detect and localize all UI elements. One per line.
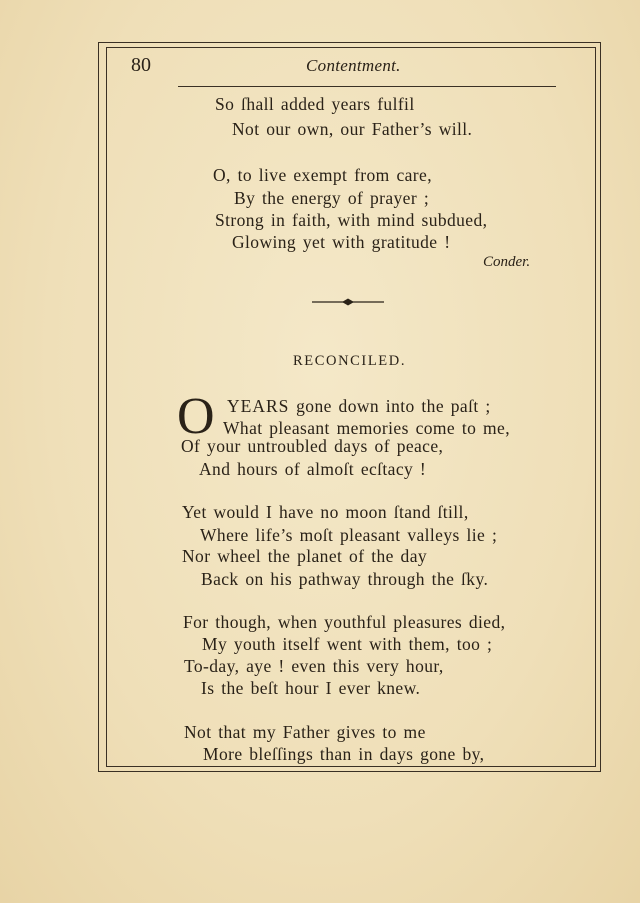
poem-line: Is the beſt hour I ever knew. [201, 678, 421, 698]
poem-line: Yet would I have no moon ſtand ſtill, [182, 502, 469, 522]
drop-cap: O [177, 388, 215, 445]
header-rule [178, 86, 556, 87]
first-word: YEARS [227, 396, 290, 416]
poem-line: Of your untroubled days of peace, [181, 436, 444, 456]
first-line-rest: gone down into the paſt ; [296, 396, 491, 416]
poem-line: Where life’s moſt pleasant valleys lie ; [200, 525, 498, 545]
divider-ornament-icon [312, 296, 384, 308]
poem-line: To-day, aye ! even this very hour, [184, 656, 444, 676]
poem-line: My youth itself went with them, too ; [202, 634, 493, 654]
poem-line: And hours of almoſt ecſtacy ! [199, 459, 427, 479]
poem-line: Glowing yet with gratitude ! [232, 232, 451, 252]
poem-line: Not that my Father gives to me [184, 722, 426, 742]
running-title: Contentment. [306, 56, 401, 75]
page-number: 80 [131, 54, 151, 76]
poem-line: For though, when youthful pleasures died, [183, 612, 506, 632]
poem-line: What pleasant memories come to me, [223, 418, 510, 438]
poem-title: RECONCILED. [293, 353, 407, 369]
poem-line: Not our own, our Father’s will. [232, 119, 473, 139]
poem-first-line [227, 396, 491, 417]
poem-line: Back on his pathway through the ſky. [201, 569, 489, 589]
poem-line: So ſhall added years fulfil [215, 94, 415, 114]
poem-line: Nor wheel the planet of the day [182, 546, 428, 566]
poem-line: By the energy of prayer ; [234, 188, 430, 208]
poem-attribution: Conder. [483, 254, 531, 270]
poem-line: More bleſſings than in days gone by, [203, 744, 485, 764]
poem-line: Strong in faith, with mind subdued, [215, 210, 488, 230]
poem-line: O, to live exempt from care, [213, 165, 432, 185]
